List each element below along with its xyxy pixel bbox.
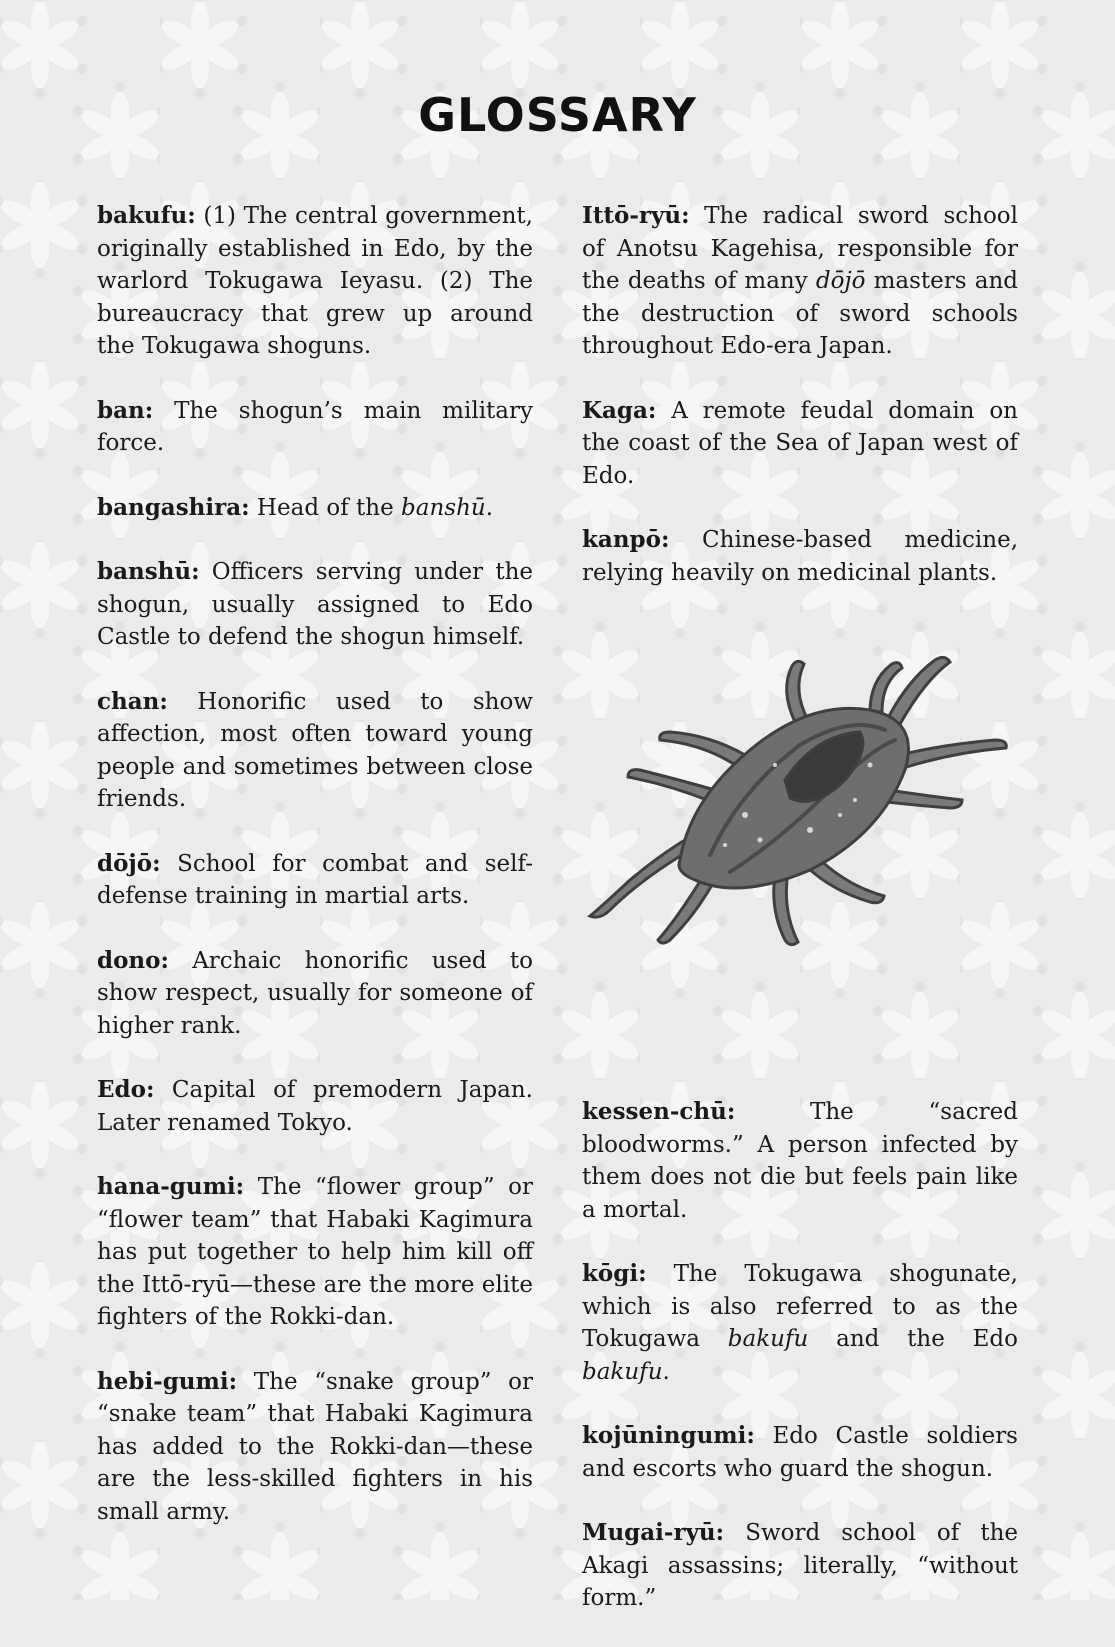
definition-text: Sword school of the Akagi assassins; literally, “without form.” — [582, 1520, 1018, 1611]
glossary-term: Ittō-ryū: — [582, 202, 690, 229]
glossary-term: bakufu: — [97, 202, 196, 229]
glossary-term: Edo: — [97, 1076, 155, 1103]
definition-text: School for combat and self-defense training in martial arts. — [97, 850, 533, 909]
glossary-term: Kaga: — [582, 396, 657, 424]
glossary-entry — [97, 686, 533, 816]
glossary-entry — [97, 848, 533, 913]
glossary-entry — [97, 492, 533, 525]
glossary-term: kojūningumi: — [582, 1422, 755, 1449]
glossary-left-column — [97, 200, 533, 1560]
definition-text: The shogun’s main military force. — [97, 397, 533, 456]
glossary-term: hebi-gumi: — [97, 1367, 238, 1395]
glossary-term: bangashira: — [97, 493, 250, 521]
definition-text: Capital of premodern Japan. Later renamed Tokyo. — [97, 1077, 533, 1136]
right-column-bottom-entries — [582, 1096, 1018, 1615]
definition-text: A remote feudal domain on the coast of the Sea of Japan west of Edo. — [582, 397, 1018, 489]
definition-text: The radical sword school of Anotsu Kagehisa, responsible for the deaths of many — [582, 203, 1018, 294]
definition-italic-text: bakufu — [582, 1358, 663, 1385]
glossary-term: chan: — [97, 687, 168, 715]
definition-text: The “snake group” or “snake team” that Habaki Kagimura has added to the Rokki-dan—these are the less-skilled fighters in his small army. — [97, 1368, 533, 1525]
glossary-entry — [582, 395, 1018, 493]
glossary-term: dono: — [97, 946, 169, 974]
glossary-entry — [97, 1366, 533, 1529]
definition-text: (1) The central government, originally established in Edo, by the warlord Tokugawa Ieyasu. (2) The bureaucracy that grew up around the Tokugawa shoguns. — [97, 203, 533, 359]
definition-text: Honorific used to show affection, most often toward young people and sometimes between close friends. — [97, 688, 533, 812]
definition-text: . — [662, 1358, 670, 1385]
definition-italic-text: dōjō — [815, 268, 866, 294]
glossary-term: kanpō: — [582, 526, 670, 553]
definition-text: masters and the destruction of sword schools throughout Edo-era Japan. — [582, 268, 1018, 359]
glossary-term: banshū: — [97, 558, 200, 585]
glossary-term: kessen-chū: — [582, 1098, 736, 1125]
glossary-term: Mugai-ryū: — [582, 1519, 725, 1546]
glossary-term: hana-gumi: — [97, 1173, 245, 1200]
glossary-entry — [97, 945, 533, 1043]
glossary-entry — [582, 200, 1018, 363]
definition-text: Edo Castle soldiers and escorts who guard the shogun. — [582, 1423, 1018, 1482]
definition-text: The Tokugawa shogunate, which is also referred to as the Tokugawa — [582, 1261, 1018, 1352]
definition-text: and the Edo — [808, 1326, 1018, 1352]
glossary-entry — [582, 524, 1018, 589]
glossary-term: ban: — [97, 396, 154, 424]
definition-text: The “sacred bloodworms.” A person infected by them does not die but feels pain like a mortal. — [582, 1099, 1018, 1223]
page-title: GLOSSARY — [418, 88, 697, 142]
right-column-top-entries — [582, 200, 1018, 589]
definition-text: Officers serving under the shogun, usually assigned to Edo Castle to defend the shogun himself. — [97, 559, 533, 650]
definition-italic-text: bakufu — [727, 1326, 809, 1352]
glossary-entry — [97, 200, 533, 363]
glossary-entry — [582, 1258, 1018, 1388]
glossary-entry — [582, 1420, 1018, 1485]
definition-text: The “flower group” or “flower team” that Habaki Kagimura has put together to help him kill off the Ittō-ryū—these are the more elite fighters of the Rokki-dan. — [97, 1174, 533, 1330]
glossary-entry — [97, 1074, 533, 1139]
definition-italic-text: banshū — [401, 494, 486, 521]
glossary-entry — [97, 1171, 533, 1334]
definition-text: . — [485, 494, 494, 521]
glossary-entry — [97, 556, 533, 654]
bloodworm-illustration-icon — [570, 640, 1030, 970]
definition-text: Head of the — [249, 494, 402, 521]
definition-text: Chinese-based medicine, relying heavily on medicinal plants. — [582, 527, 1018, 586]
glossary-term: dōjō: — [97, 849, 161, 877]
glossary-entry — [97, 395, 533, 460]
glossary-term: kōgi: — [582, 1260, 647, 1287]
definition-text: Archaic honorific used to show respect, usually for someone of higher rank. — [97, 947, 533, 1039]
glossary-entry — [582, 1096, 1018, 1226]
